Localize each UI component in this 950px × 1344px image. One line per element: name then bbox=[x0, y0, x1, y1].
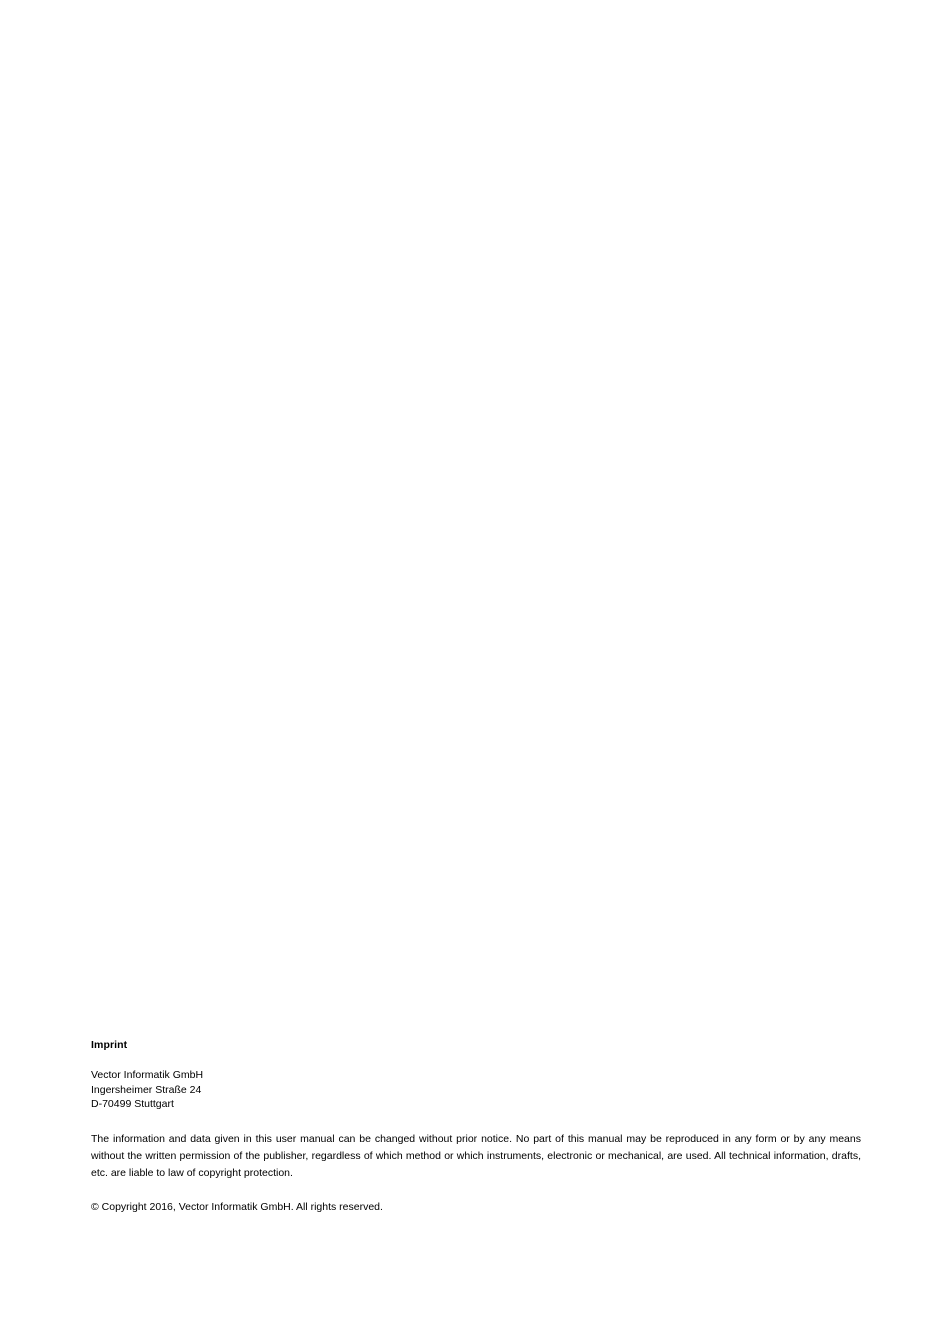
legal-notice-text: The information and data given in this user manual can be changed without prior notice. No part of this manual may be reproduced in any form or by any means without the written permission of the publisher, regardless of which method or which instruments, electronic or mechanical, are used. All technical information, drafts, etc. are liable to law of copyright protection. bbox=[91, 1132, 861, 1179]
imprint-section bbox=[91, 1038, 861, 1214]
street-address: Ingersheimer Straße 24 bbox=[91, 1083, 202, 1096]
imprint-heading: Imprint bbox=[91, 1039, 128, 1051]
publisher-address bbox=[91, 1068, 861, 1112]
copyright-line: © Copyright 2016, Vector Informatik GmbH. All rights reserved. bbox=[91, 1200, 383, 1213]
city-address: D-70499 Stuttgart bbox=[91, 1098, 174, 1110]
company-name: Vector Informatik GmbH bbox=[91, 1069, 204, 1081]
